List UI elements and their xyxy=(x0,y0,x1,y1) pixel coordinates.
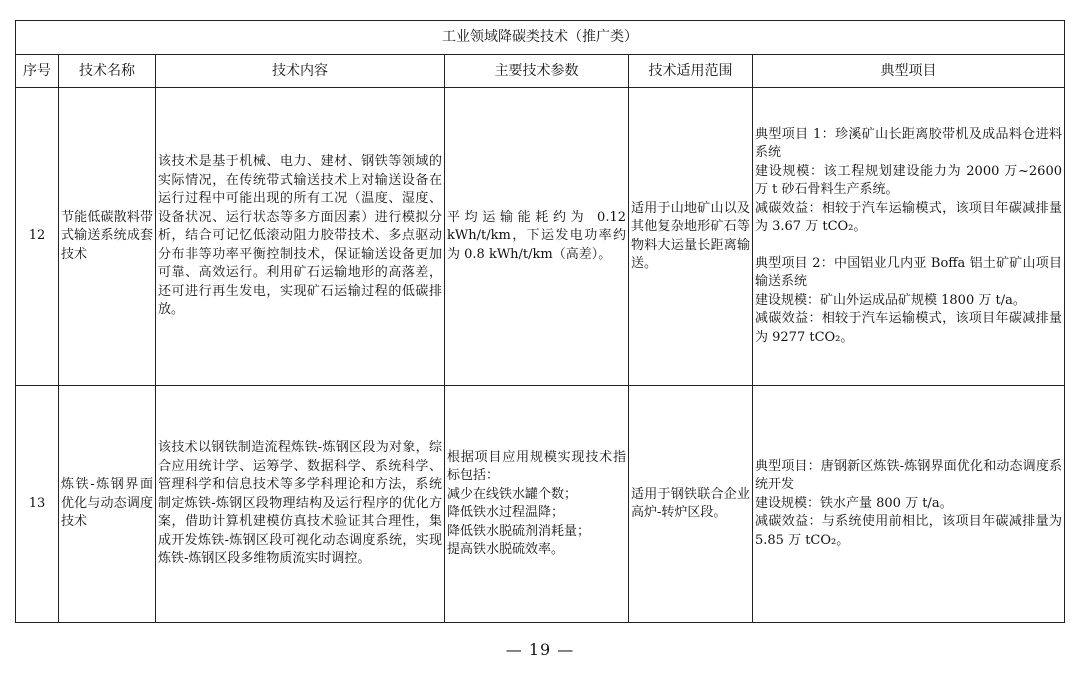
project-benefit: 减碳效益：相较于汽车运输模式，该项目年碳减排量为 9277 tCO₂。 xyxy=(755,311,1062,345)
table-row xyxy=(16,88,1065,386)
technology-name: 节能低碳散料带式输送系统成套技术 xyxy=(59,88,156,386)
param-line: 根据项目应用规模实现技术指标包括： xyxy=(447,449,626,483)
header-content: 技术内容 xyxy=(156,55,445,88)
param-line: 降低铁水脱硫剂消耗量； xyxy=(447,523,591,539)
project-scale: 建设规模：该工程规划建设能力为 2000 万~2600 万 t 砂石骨料生产系统。 xyxy=(755,163,1062,198)
technology-params: 平均运输能耗约为 0.12 kWh/t/km，下运发电功率约为 0.8 kWh/t/km（高差）。 xyxy=(445,88,629,386)
project-benefit: 减碳效益：与系统使用前相比，该项目年碳减排量为 5.85 万 tCO₂。 xyxy=(755,514,1062,548)
header-projects: 典型项目 xyxy=(753,55,1065,88)
technology-table xyxy=(15,20,1065,623)
param-line: 提高铁水脱硫效率。 xyxy=(447,542,565,557)
row-number: 12 xyxy=(16,88,59,386)
project-title: 典型项目 2：中国铝业几内亚 Boffa 铝土矿矿山项目输送系统 xyxy=(755,255,1062,290)
typical-projects xyxy=(753,386,1065,623)
table-title: 工业领域降碳类技术（推广类） xyxy=(16,21,1065,55)
project-benefit: 减碳效益：相较于汽车运输模式，该项目年碳减排量为 3.67 万 tCO₂。 xyxy=(755,200,1062,235)
project-title: 典型项目 1：珍溪矿山长距离胶带机及成品料仓进料系统 xyxy=(755,126,1062,161)
technology-content: 该技术是基于机械、电力、建材、钢铁等领域的实际情况，在传统带式输送技术上对输送设备在运行过程中可能出现的所有工况（温度、湿度、设备状况、运行状态等多方面因素）进行模拟分析，结合可记忆低滚动阻力胶带技术、多点驱动分布非等功率平衡控制技术，保证输送设备更加可靠、高效运行。利用矿石运输地形的高落差，还可进行再生发电，实现矿石运输过程的低碳排放。 xyxy=(156,88,445,386)
project-spacer xyxy=(755,237,1062,255)
param-line: 减少在线铁水罐个数； xyxy=(447,486,578,502)
param-line: 降低铁水过程温降； xyxy=(447,505,565,520)
technology-name: 炼铁-炼钢界面优化与动态调度技术 xyxy=(59,386,156,623)
table-header-row xyxy=(16,55,1065,88)
technology-content: 该技术以钢铁制造流程炼铁-炼钢区段为对象，综合应用统计学、运筹学、数据科学、系统科学、管理科学和信息技术等多学科理论和方法，系统制定炼铁-炼钢区段物理结构及运行程序的优化方案，借助计算机建模仿真技术验证其合理性，集成开发炼铁-炼钢区段可视化动态调度系统，实现炼铁-炼钢区段多维物质流实时调控。 xyxy=(156,386,445,623)
project-title: 典型项目：唐钢新区炼铁-炼钢界面优化和动态调度系统开发 xyxy=(755,458,1062,493)
project-scale: 建设规模：矿山外运成品矿规模 1800 万 t/a。 xyxy=(755,292,1026,308)
header-scope: 技术适用范围 xyxy=(629,55,753,88)
header-name: 技术名称 xyxy=(59,55,156,88)
table-title-row xyxy=(16,21,1065,55)
typical-projects xyxy=(753,88,1065,386)
technology-scope: 适用于山地矿山以及其他复杂地形矿石等物料大运量长距离输送。 xyxy=(629,88,753,386)
project-scale: 建设规模：铁水产量 800 万 t/a。 xyxy=(755,495,953,511)
technology-scope: 适用于钢铁联合企业高炉-转炉区段。 xyxy=(629,386,753,623)
row-number: 13 xyxy=(16,386,59,623)
table-row xyxy=(16,386,1065,623)
technology-params xyxy=(445,386,629,623)
page-number: — 19 — xyxy=(505,640,575,659)
header-no: 序号 xyxy=(16,55,59,88)
header-params: 主要技术参数 xyxy=(445,55,629,88)
